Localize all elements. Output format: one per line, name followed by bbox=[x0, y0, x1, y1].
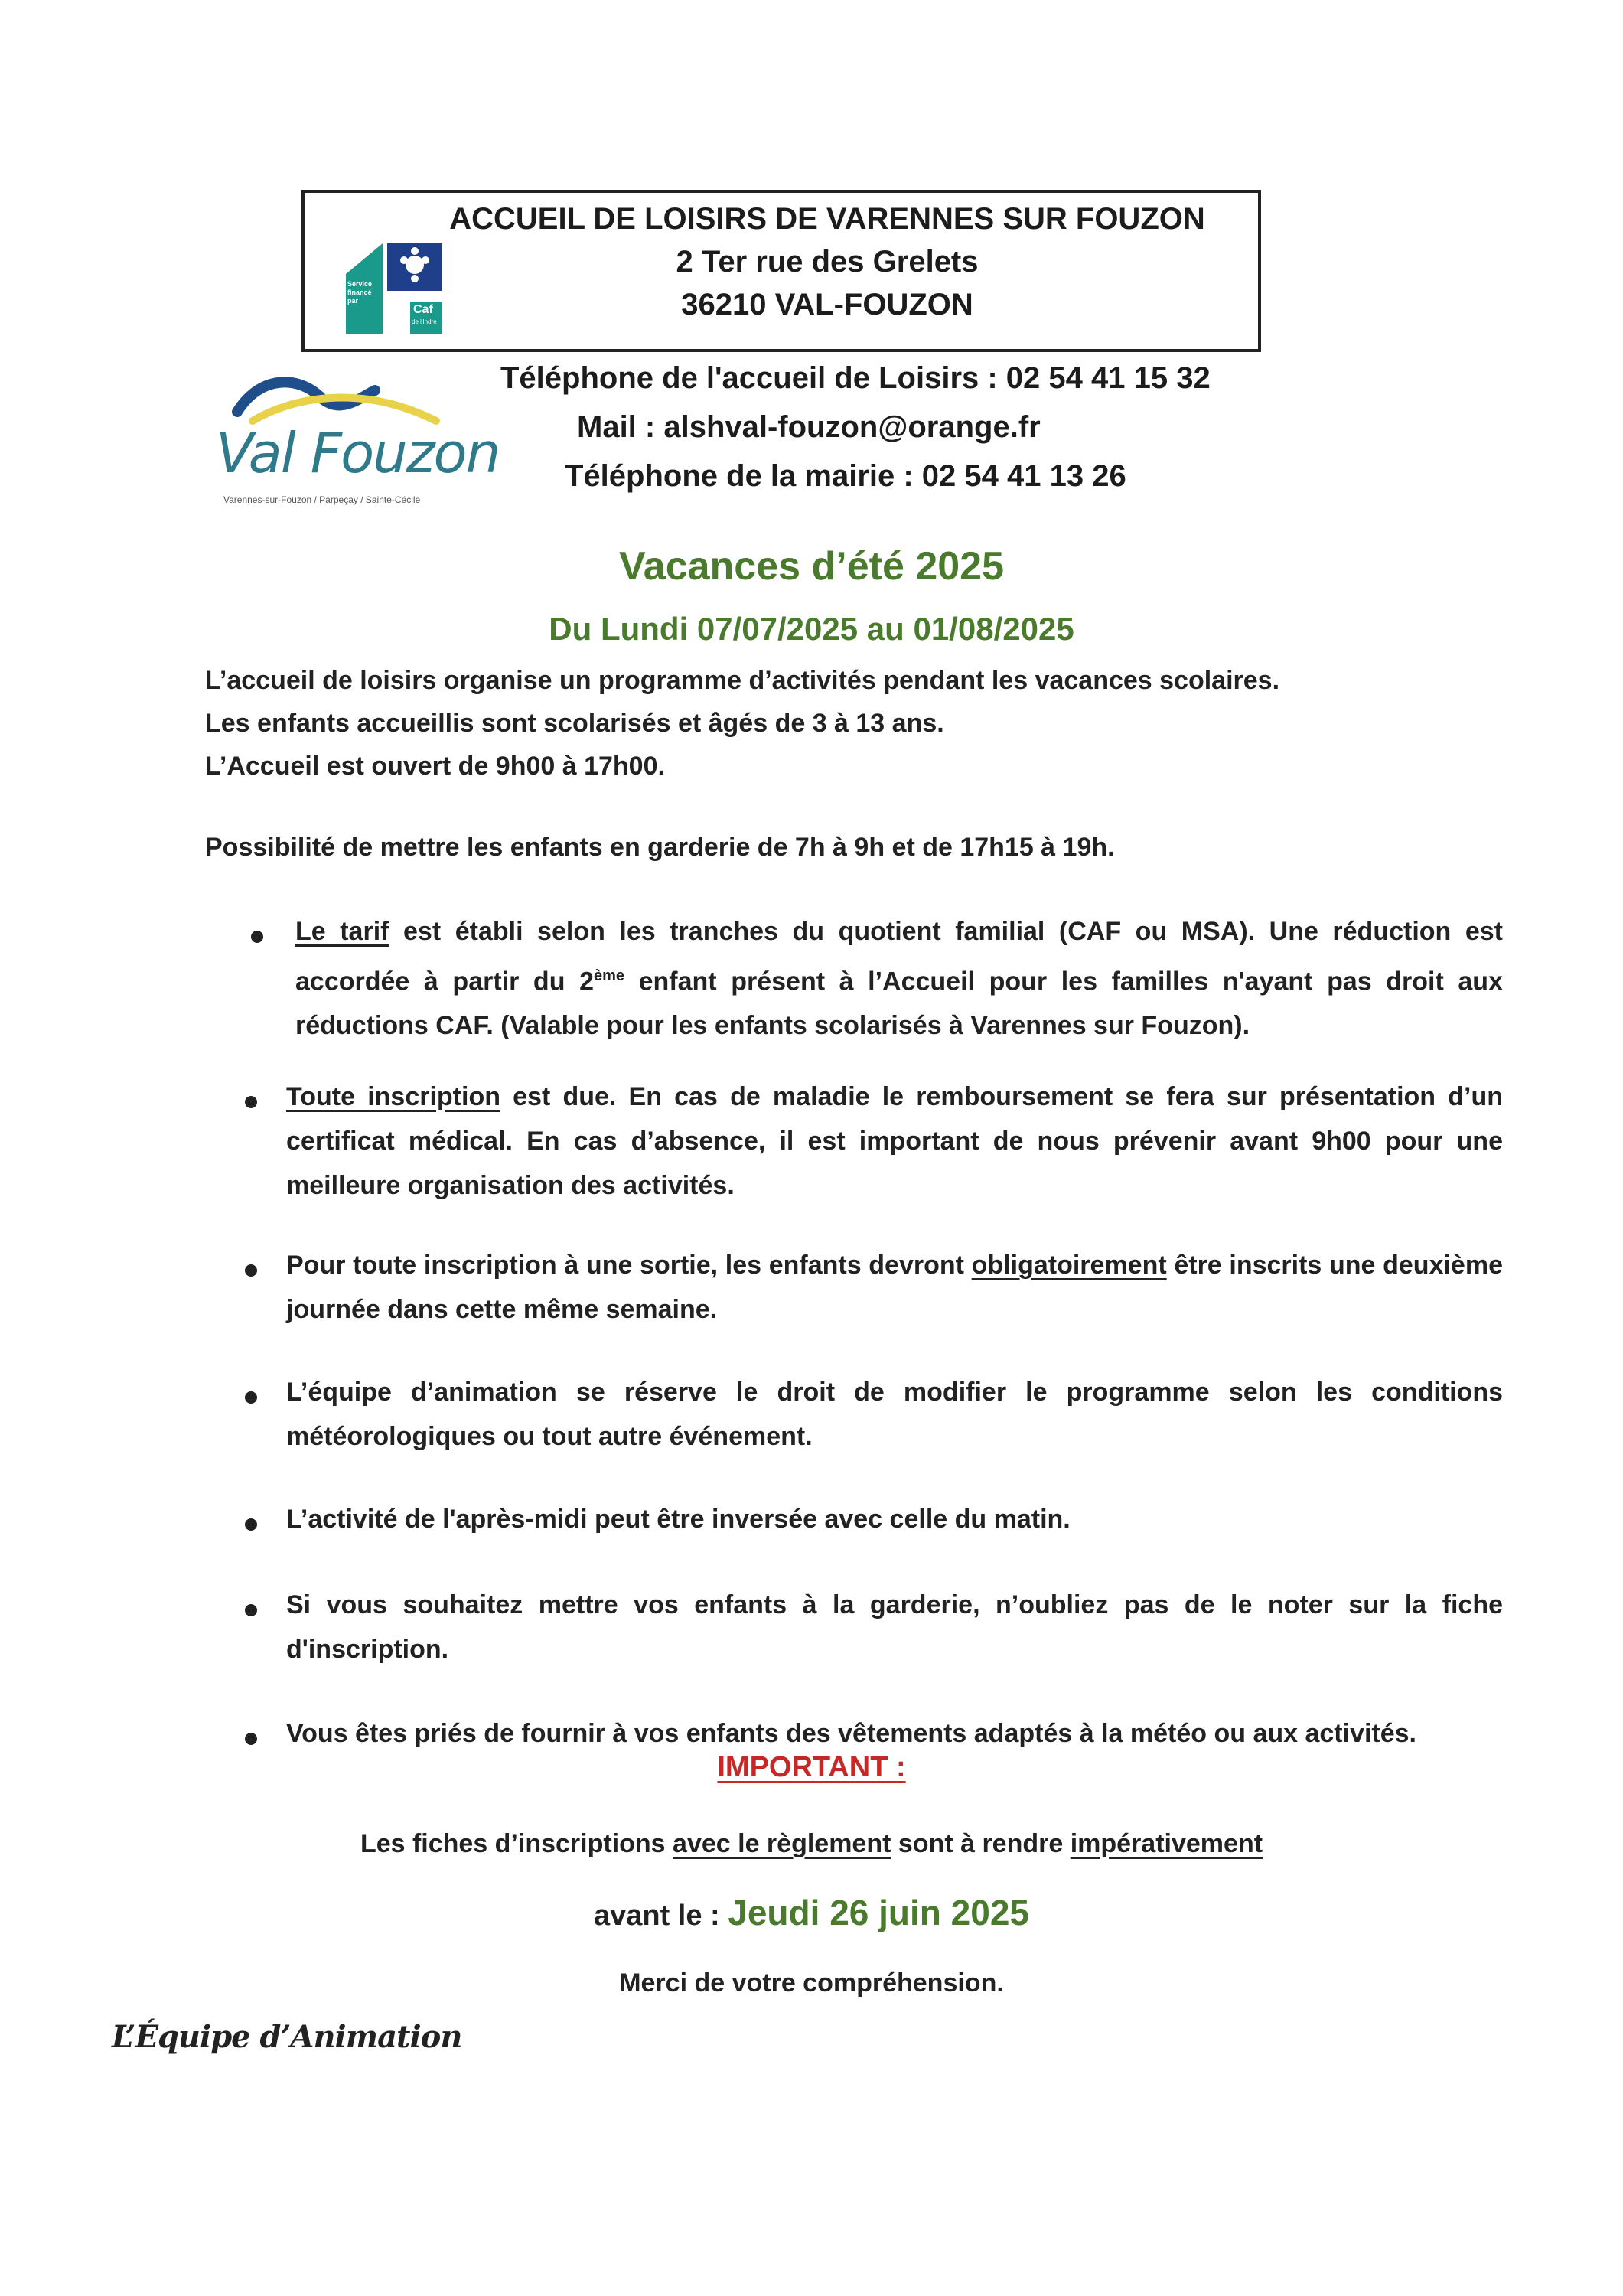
page-subtitle: Du Lundi 07/07/2025 au 01/08/2025 bbox=[549, 611, 1074, 647]
bullet-dot bbox=[245, 1733, 257, 1745]
valfouzon-tagline: Varennes-sur-Fouzon / Parpeçay / Sainte-Cécile bbox=[223, 494, 421, 505]
bullet-dot bbox=[245, 1264, 257, 1277]
phone-mairie: Téléphone de la mairie : 02 54 41 13 26 bbox=[565, 459, 1126, 493]
deadline-date: Jeudi 26 juin 2025 bbox=[728, 1893, 1030, 1932]
page-title: Vacances d’été 2025 bbox=[618, 544, 1005, 589]
important-line-a: Les fiches d’inscriptions bbox=[360, 1829, 673, 1858]
inscription-text: est due. En cas de maladie le remboursement se fera sur présentation d’un certificat médical. En cas d’absence, il est important de nous prévenir avant 9h00 pour une meilleure organisation des activités. bbox=[286, 1082, 1503, 1200]
bullet-sortie bbox=[286, 1243, 1503, 1332]
tarif-text-2: enfant présent à l’Accueil pour les familles n'ayant pas droit aux réductions CAF. (Valable pour les enfants scolarisés à Varennes sur Fouzon). bbox=[295, 967, 1503, 1041]
thanks-text: Merci de votre compréhension. bbox=[619, 1968, 1004, 1998]
mail-address: Mail : alshval-fouzon@orange.fr bbox=[577, 410, 1041, 444]
tarif-label: Le tarif bbox=[295, 917, 389, 946]
sortie-obligatoire: obligatoirement bbox=[971, 1251, 1167, 1280]
bullet-dot bbox=[245, 1391, 257, 1404]
deadline bbox=[0, 1892, 1623, 1933]
bullet-garderie: Si vous souhaitez mettre vos enfants à la garderie, n’oubliez pas de le noter sur la fiche d'inscription. bbox=[286, 1590, 1503, 1664]
caf-sub-text: de l'Indre bbox=[412, 318, 437, 325]
caf-text: Caf bbox=[413, 303, 433, 316]
important-label: IMPORTANT : bbox=[717, 1751, 906, 1783]
bullet-apres-midi: L’activité de l'après-midi peut être inversée avec celle du matin. bbox=[286, 1505, 1071, 1534]
header-city: 36210 VAL-FOUZON bbox=[681, 288, 973, 321]
bullet-inscription bbox=[286, 1075, 1503, 1208]
important-line-mid: sont à rendre bbox=[891, 1829, 1071, 1858]
bullet-dot bbox=[251, 931, 263, 943]
intro-line-1: L’accueil de loisirs organise un programme d’activités pendant les vacances scolaires. bbox=[205, 666, 1280, 695]
caf-service-text: Service financé par bbox=[347, 280, 373, 305]
important-reglement: avec le règlement bbox=[673, 1829, 891, 1858]
phone-accueil: Téléphone de l'accueil de Loisirs : 02 54 41 15 32 bbox=[500, 361, 1211, 395]
garderie-text: Possibilité de mettre les enfants en garderie de 7h à 9h et de 17h15 à 19h. bbox=[205, 833, 1115, 862]
signature: L’Équipe d’Animation bbox=[112, 2019, 462, 2055]
important-line bbox=[0, 1829, 1623, 1859]
header-address: 2 Ter rue des Grelets bbox=[676, 245, 979, 279]
intro-line-3: L’Accueil est ouvert de 9h00 à 17h00. bbox=[205, 752, 665, 781]
sortie-text-0: Pour toute inscription à une sortie, les enfants devront bbox=[286, 1251, 972, 1280]
bullet-vetements: Vous êtes priés de fournir à vos enfants des vêtements adaptés à la météo ou aux activités. bbox=[286, 1719, 1417, 1748]
valfouzon-logo bbox=[207, 367, 500, 513]
tarif-sup: ème bbox=[593, 967, 625, 984]
caf-logo bbox=[346, 243, 447, 334]
inscription-label: Toute inscription bbox=[286, 1082, 500, 1111]
bullet-dot bbox=[245, 1518, 257, 1531]
deadline-before: avant le : bbox=[593, 1900, 728, 1932]
valfouzon-name: Val Fouzon bbox=[216, 421, 500, 485]
bullet-tarif bbox=[295, 909, 1503, 1048]
bullet-dot bbox=[245, 1096, 257, 1108]
intro-line-2: Les enfants accueillis sont scolarisés et âgés de 3 à 13 ans. bbox=[205, 709, 944, 738]
important-imperativement: impérativement bbox=[1070, 1829, 1263, 1858]
header-title: ACCUEIL DE LOISIRS DE VARENNES SUR FOUZON bbox=[449, 202, 1205, 236]
tarif-text-1: est établi selon les tranches du quotient familial (CAF ou MSA). Une réduction est accordée à partir du 2 bbox=[295, 917, 1504, 996]
bullet-dot bbox=[245, 1604, 257, 1616]
bullet-programme: L’équipe d’animation se réserve le droit de modifier le programme selon les conditions météorologiques ou tout autre événement. bbox=[286, 1378, 1503, 1451]
sortie-text-1: être inscrits une deuxième journée dans cette même semaine. bbox=[286, 1251, 1503, 1324]
